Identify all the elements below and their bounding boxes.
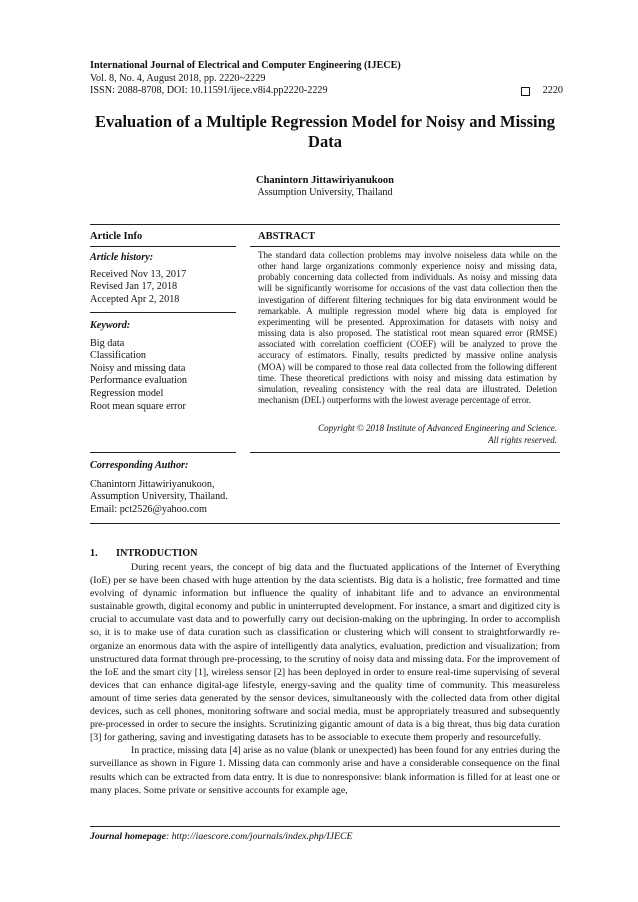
history-received: Received Nov 13, 2017	[90, 268, 187, 280]
copyright-line-2: All rights reserved.	[488, 434, 557, 445]
journal-header	[90, 60, 563, 98]
corresponding-rule	[90, 452, 236, 453]
corresponding-heading: Corresponding Author:	[90, 460, 189, 471]
article-history	[90, 252, 236, 306]
homepage-link[interactable]: : http://iaescore.com/journals/index.php/IJECE	[165, 831, 353, 842]
section-divider-bottom	[90, 523, 560, 524]
keyword-item: Regression model	[90, 387, 164, 399]
author-affiliation: Assumption University, Thailand	[257, 187, 393, 198]
footer-rule	[90, 826, 560, 827]
history-revised: Revised Jan 17, 2018	[90, 281, 178, 293]
paper-title: Evaluation of a Multiple Regression Model for Noisy and Missing Data	[94, 112, 556, 151]
keywords	[90, 320, 236, 413]
history-accepted: Accepted Apr 2, 2018	[90, 293, 180, 305]
abstract-text: The standard data collection problems may involve noiseless data while on the other hand large organizations commonly experience noisy and missing data, probably concerning data collected from individuals. As noisy and missing data will be significantly worrisome for occasions of the vast data collection then the investigation of different filtering techniques for big data environment would be remarkable. A multiple regression model where big data is employed for experimenting will be presented. Approximation for datasets with noisy and missing data is also proposed. The statistical root mean squared error (RMSE) associated with correlation coefficient (COEF) will be analyzed to prove the accuracy of estimators. Finally, results predicted by massive online analysis (MOA) will be compared to those real data collected from the following different time. These theoretical predictions with noisy and missing data estimation by simulation, revealing consistency with the real data are illustrated. Deletion mechanism (DEL) outperforms with the lowest average percentage of error.	[258, 250, 557, 406]
journal-issn-row	[90, 85, 563, 98]
keyword-item: Root mean square error	[90, 400, 186, 412]
info-rule	[90, 246, 236, 247]
section-heading-introduction	[90, 548, 198, 559]
article-info-heading: Article Info	[90, 231, 143, 242]
corresponding-name: Chanintorn Jittawiriyanukoon,	[90, 478, 215, 490]
homepage-label: Journal homepage	[90, 831, 166, 842]
keyword-rule	[90, 312, 236, 313]
square-icon	[521, 87, 530, 96]
keyword-item: Big data	[90, 337, 125, 349]
copyright-line-1: Copyright © 2018 Institute of Advanced Engineering and Science.	[318, 423, 557, 433]
author-name: Chanintorn Jittawiriyanukoon	[256, 175, 394, 186]
body-paragraph: In practice, missing data [4] arise as no value (blank or unexpected) has been found for any entries during the surveillance as shown in Figure 1. Missing data can commonly arise and have a considerable consequence on the final results which can be extracted from data entry. It is due to nonresponsive: blank information is filled for at least one or many places. Some private or sensitive accounts for example age,	[90, 745, 560, 796]
section-title: INTRODUCTION	[116, 548, 198, 559]
keyword-heading: Keyword:	[90, 320, 131, 331]
abstract-heading: ABSTRACT	[258, 231, 316, 242]
keyword-item: Performance evaluation	[90, 375, 188, 387]
corresponding-author	[90, 460, 250, 516]
journal-homepage	[90, 831, 353, 842]
body-paragraph: During recent years, the concept of big data and the fluctuated applications of the Internet of Everything (IoE) per se have been chased with huge attention by the data scientists. Big data is a holistic, free formatted and time evolving of dynamic information but influence the quality of inhabitant life and to advance an environmental sustainable growth, digital economy and public in uninterrupted development. For instance, a smart and digitized city is crucial to accumulate vast data and to powerfully carry out decision-making on the upbringing. In order to accomplish so, it is to make use of data curation such as classification or clustering which will consent to straightforwardly re-organize an enormous data with the aspire of intelligently data analytics, evaluation, prediction and visualization; from unstructured data format through pre-processing, to the scrutiny of noisy data and missing data. For the improvement of the IoE and the smart city [1], wireless sensor [2] has been deployed in order to ensure real-time supervising of several devices that can enhance digital-age lifestyle, energy-saving and the quality time of community. This measureless amount of time series data generated by the sensor devices, simultaneously with the collected data from other digital devices, such as cell phones, monitoring software and social media, must be appropriately treasured and subsequently pre-processed in order to secure the insights. Scrutinizing gigantic amount of data is a big threat, thus big data curation [3] for gathering, saving and investigating datasets has to be associable to execute them properly and resourcefully.	[90, 562, 560, 744]
section-divider	[90, 224, 560, 225]
copyright-notice	[258, 423, 557, 446]
history-heading: Article history:	[90, 252, 154, 263]
journal-issn: ISSN: 2088-8708, DOI: 10.11591/ijece.v8i4.pp2220-2229	[90, 85, 328, 97]
keyword-item: Classification	[90, 350, 147, 362]
corresponding-affiliation: Assumption University, Thailand.	[90, 491, 228, 503]
section-number: 1.	[90, 548, 98, 559]
page-number: 2220	[542, 85, 563, 97]
journal-volume: Vol. 8, No. 4, August 2018, pp. 2220~2229	[90, 72, 266, 84]
keyword-item: Noisy and missing data	[90, 362, 186, 374]
abstract-bottom-rule	[250, 452, 560, 453]
corresponding-email: Email: pct2526@yahoo.com	[90, 503, 207, 515]
abstract-rule	[250, 246, 560, 247]
journal-name: International Journal of Electrical and Computer Engineering (IJECE)	[90, 60, 401, 71]
introduction-body	[90, 561, 560, 797]
